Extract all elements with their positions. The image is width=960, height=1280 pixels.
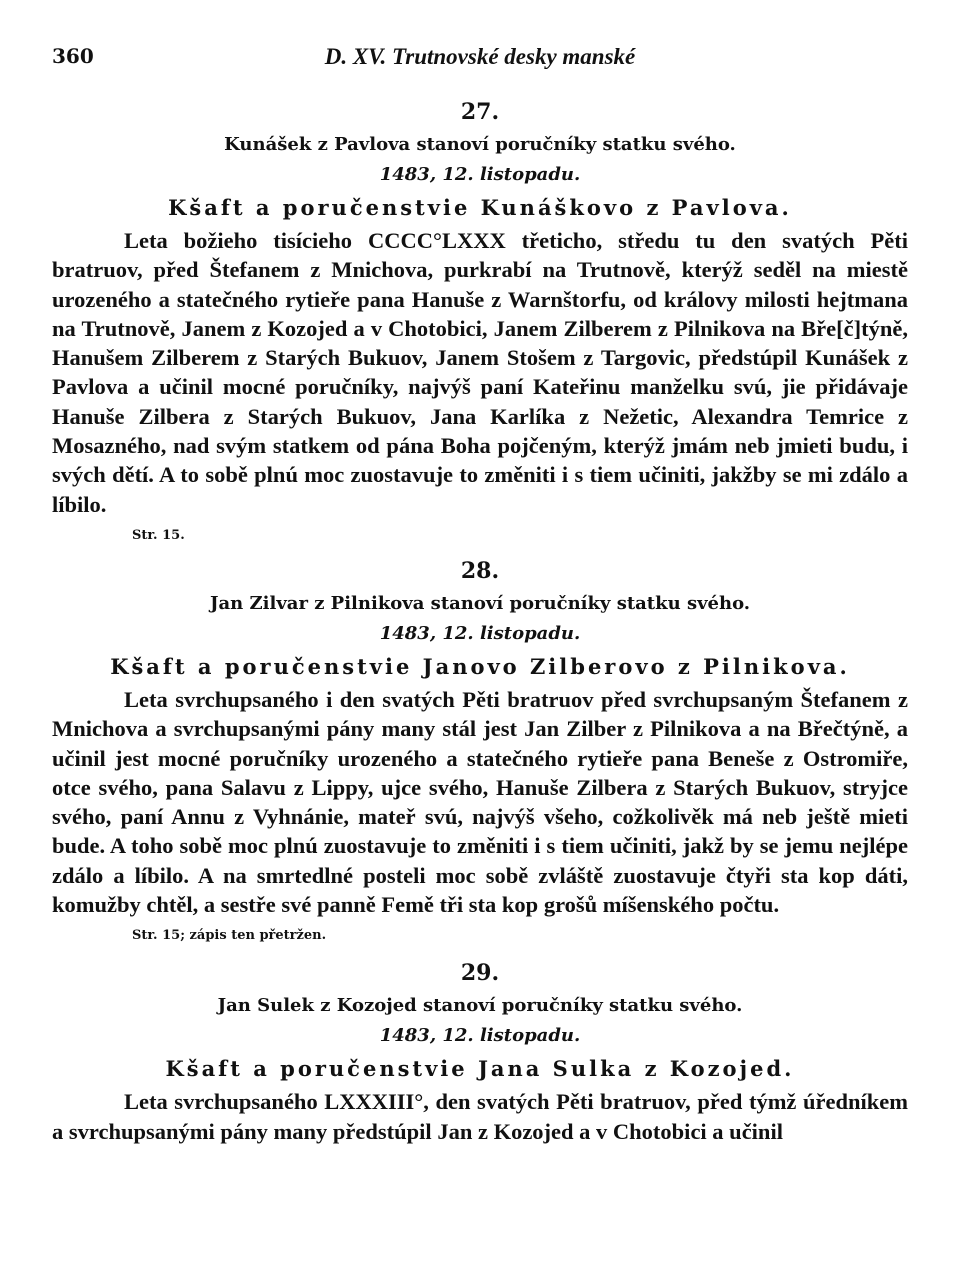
running-title: D. XV. Trutnovské desky manské (324, 44, 636, 69)
entry-text: Leta božieho tisícieho CCCC°LXXX třeticho, středu tu den svatých Pěti bratruov, před Štefanem z Mnichova, purkrabí na Trutnově, kterýž seděl na miestě urozeného a statečného rytieře pana Hanuše z Warnštorfu, od královy milosti hejtmana na Trutnově, Janem z Kozojed a v Chotobici, Janem Zilberem z Pilnikova na Bře[č]týně, Hanušem Zilberem z Starých Bukuov, Janem Stošem z Targovic, předstúpil Kunášek z Pavlova a učinil mocné poručníky, najvýš paní Kateřinu manželku svú, jie přidávaje Hanuše Zilbera z Starých Bukuov, Jana Karlíka z Nežetic, Alexandra Temrice z Mosazného, nad svým statkem od pána Boha pojčeným, kterýž jmám neb jmieti budu, i svých dětí. A to sobě plnú moc zuostavuje to změniti i s tiem učiniti, jakžby se mi zdálo a líbilo. (52, 228, 908, 517)
entry-note: Str. 15. (132, 527, 185, 543)
running-header (0, 44, 960, 74)
entry-heading: Kšaft a poručenstvie Jana Sulka z Kozojed. (165, 1056, 795, 1082)
entry-date: 1483, 12. listopadu. (379, 1025, 581, 1047)
page-number: 360 (52, 44, 94, 68)
entry-number: 28. (460, 557, 500, 584)
entry-text: Leta svrchupsaného i den svatých Pěti bratruov před svrchupsaným Štefanem z Mnichova a svrchupsanými pány many stál jest Jan Zilber z Pilnikova a na Břečtýně, a učinil jest mocné poručníky urozeného a statečného rytieře pana Beneše z Ostromiře, otce svého, pana Salavu z Lippy, ujce svého, Hanuše Zilbera z Starých Bukuov, stryjce svého, paní Annu z Vyhnánie, mateř svú, najvýš všeho, cožkolivěk má neb ještě mieti bude. A toho sobě moc plnú zuostavuje to změniti i s tiem učiniti, jakž by se jemu nejlépe zdálo a líbilo. A na smrtedlné posteli moc sobě zvláště zuostavuje čtyři sta kop dáti, komužby chtěl, a sestře své panně Femě tři sta kop grošů míšenského počtu. (52, 686, 908, 918)
spacer (52, 947, 908, 955)
entry-heading: Kšaft a poručenstvie Janovo Zilberovo z Pilnikova. (110, 653, 850, 679)
entry-date: 1483, 12. listopadu. (379, 164, 581, 185)
entry-number: 27. (460, 99, 500, 125)
entry-note: Str. 15; zápis ten přetržen. (132, 928, 327, 944)
entry-29 (52, 955, 908, 1146)
entry-28 (52, 553, 908, 947)
entry-text: Leta svrchupsaného LXXXIII°, den svatých Pěti bratruov, před týmž úředníkem a svrchupsanými pány many předstúpil Jan z Kozojed a v Chotobici a učinil (52, 1089, 908, 1144)
entry-27 (52, 94, 908, 547)
entry-summary: Jan Zilvar z Pilnikova stanoví poručníky statku svého. (209, 592, 751, 614)
entry-summary: Kunášek z Pavlova stanoví poručníky statku svého. (224, 134, 736, 155)
page-body (52, 94, 908, 1146)
entry-heading: Kšaft a poručenstvie Kunáškovo z Pavlova. (168, 195, 792, 220)
entry-date: 1483, 12. listopadu. (379, 622, 581, 644)
entry-number: 29. (460, 960, 500, 987)
entry-summary: Jan Sulek z Kozojed stanoví poručníky statku svého. (217, 995, 743, 1017)
